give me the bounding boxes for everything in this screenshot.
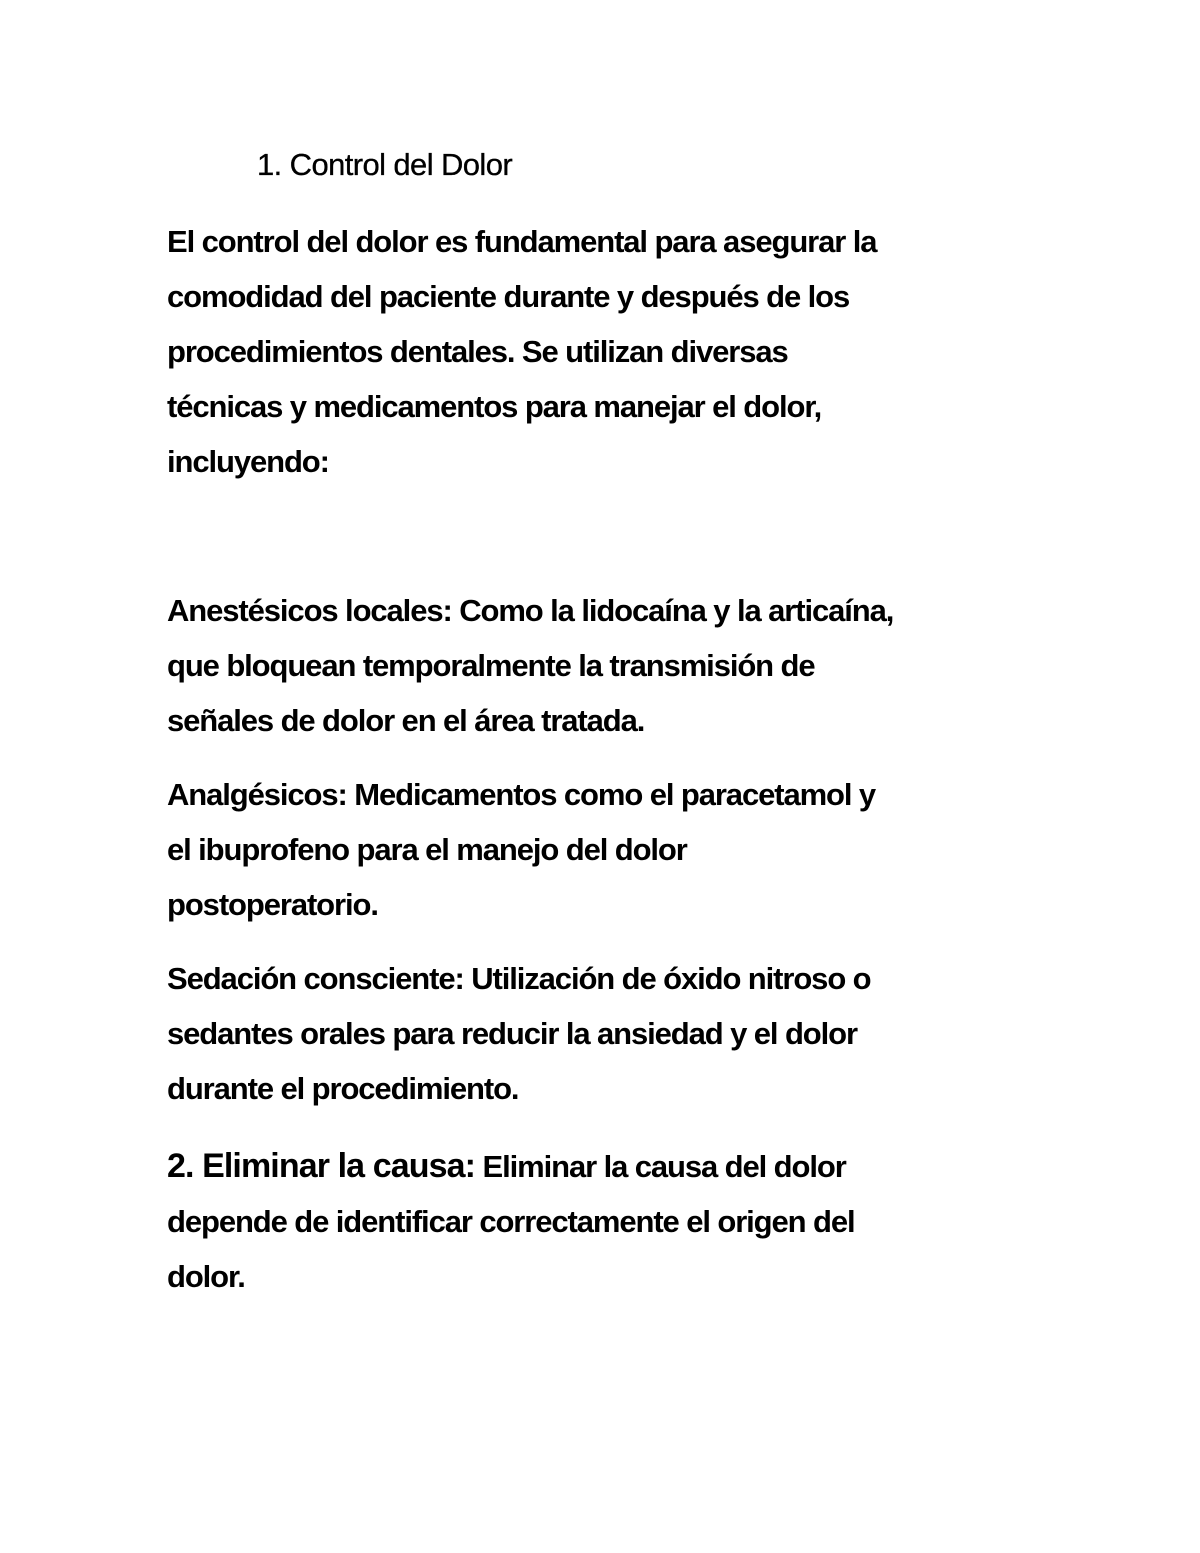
text-line: depende de identificar correctamente el origen del (167, 1204, 855, 1239)
text-line: Analgésicos: Medicamentos como el paracetamol y (167, 777, 876, 812)
text-line: incluyendo: (167, 444, 329, 479)
item-analgesicos (167, 767, 1047, 932)
text-line: postoperatorio. (167, 887, 378, 922)
item-sedacion-consciente (167, 951, 1047, 1116)
section-heading-control-del-dolor: 1. Control del Dolor (257, 147, 513, 182)
section-2-first-line-rest: Eliminar la causa del dolor (475, 1149, 846, 1184)
section-2-lead: 2. Eliminar la causa: (167, 1147, 476, 1185)
item-anestesicos-locales (167, 583, 1047, 748)
text-line: comodidad del paciente durante y después de los (167, 279, 850, 314)
text-line: señales de dolor en el área tratada. (167, 703, 645, 738)
text-line: el ibuprofeno para el manejo del dolor (167, 832, 687, 867)
text-line: El control del dolor es fundamental para asegurar la (167, 224, 877, 259)
text-line: Sedación consciente: Utilización de óxido nitroso o (167, 961, 871, 996)
section-eliminar-la-causa (167, 1139, 1047, 1304)
text-line: procedimientos dentales. Se utilizan diversas (167, 334, 788, 369)
intro-paragraph (167, 214, 1047, 489)
text-line: dolor. (167, 1259, 245, 1294)
text-line: sedantes orales para reducir la ansiedad y el dolor (167, 1016, 857, 1051)
text-line: durante el procedimiento. (167, 1071, 519, 1106)
text-line: técnicas y medicamentos para manejar el dolor, (167, 389, 822, 424)
text-line (167, 1139, 1047, 1194)
text-line: Anestésicos locales: Como la lidocaína y la articaína, (167, 593, 894, 628)
text-line: que bloquean temporalmente la transmisión de (167, 648, 815, 683)
